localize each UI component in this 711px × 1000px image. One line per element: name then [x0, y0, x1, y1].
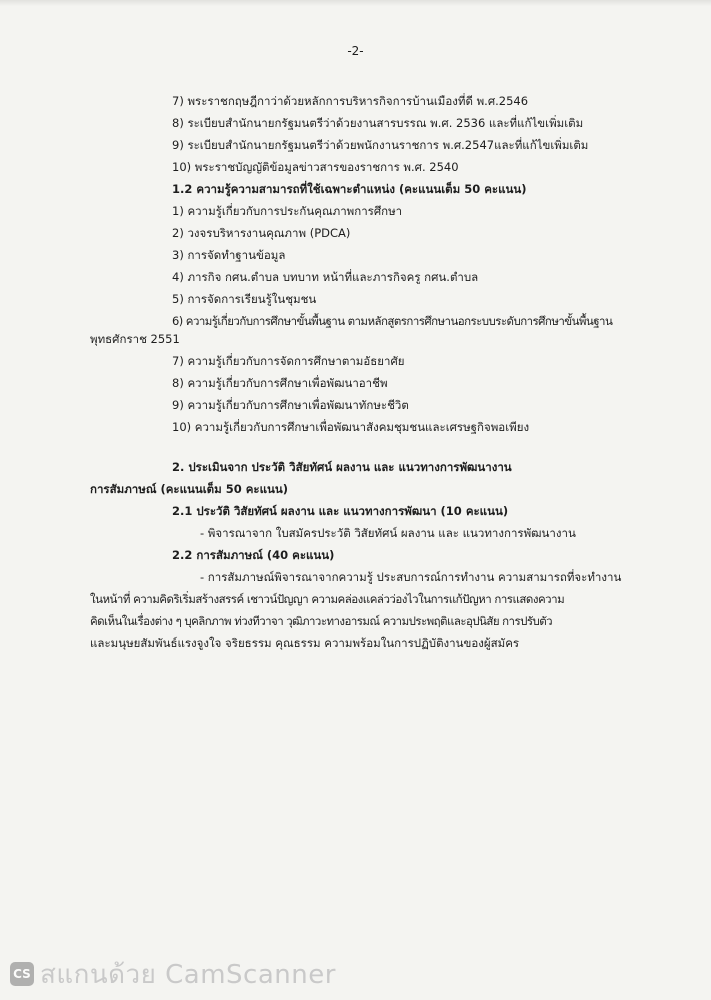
- paragraph: - การสัมภาษณ์พิจารณาจากความรู้ ประสบการณ์การทำงาน ความสามารถที่จะทำงาน: [200, 570, 622, 584]
- camscanner-watermark: [10, 956, 336, 992]
- paragraph: คิดเห็นในเรื่องต่าง ๆ บุคลิกภาพ ท่วงทีวาจา วุฒิภาวะทางอารมณ์ ความประพฤติและอุปนิสัย การปรับตัว: [90, 614, 553, 628]
- subsection-heading: 2.1 ประวัติ วิสัยทัศน์ ผลงาน และ แนวทางการพัฒนา (10 คะแนน): [172, 504, 509, 518]
- list-item: 5) การจัดการเรียนรู้ในชุมชน: [172, 292, 317, 306]
- list-item: 9) ระเบียบสำนักนายกรัฐมนตรีว่าด้วยพนักงานราชการ พ.ศ.2547และที่แก้ไขเพิ่มเติม: [172, 138, 589, 152]
- section-heading: 1.2 ความรู้ความสามารถที่ใช้เฉพาะตำแหน่ง (คะแนนเต็ม 50 คะแนน): [172, 182, 527, 196]
- list-item: 2) วงจรบริหารงานคุณภาพ (PDCA): [172, 226, 351, 240]
- list-item: 1) ความรู้เกี่ยวกับการประกันคุณภาพการศึกษา: [172, 204, 403, 218]
- list-item: 10) พระราชบัญญัติข้อมูลข่าวสารของราชการ พ.ศ. 2540: [172, 160, 459, 174]
- list-item: 8) ระเบียบสำนักนายกรัฐมนตรีว่าด้วยงานสารบรรณ พ.ศ. 2536 และที่แก้ไขเพิ่มเติม: [172, 116, 584, 130]
- list-item: 6) ความรู้เกี่ยวกับการศึกษาขั้นพื้นฐาน ตามหลักสูตรการศึกษานอกระบบระดับการศึกษาขั้นพื้นฐาน: [172, 314, 613, 328]
- page-number: -2-: [347, 44, 364, 58]
- watermark-text: สแกนด้วย CamScanner: [40, 959, 336, 990]
- scan-edge: [0, 0, 711, 6]
- list-item: 7) พระราชกฤษฎีกาว่าด้วยหลักการบริหารกิจการบ้านเมืองที่ดี พ.ศ.2546: [172, 94, 529, 108]
- list-item: 9) ความรู้เกี่ยวกับการศึกษาเพื่อพัฒนาทักษะชีวิต: [172, 398, 409, 412]
- list-item: 4) ภารกิจ กศน.ตำบล บทบาท หน้าที่และภารกิจครู กศน.ตำบล: [172, 270, 479, 284]
- list-item: 3) การจัดทำฐานข้อมูล: [172, 248, 286, 262]
- list-item: 7) ความรู้เกี่ยวกับการจัดการศึกษาตามอัธยาศัย: [172, 354, 405, 368]
- paragraph: - พิจารณาจาก ใบสมัครประวัติ วิสัยทัศน์ ผลงาน และ แนวทางการพัฒนางาน: [200, 526, 576, 540]
- camscanner-logo-icon: CS: [10, 962, 34, 986]
- paragraph: ในหน้าที่ ความคิดริเริ่มสร้างสรรค์ เชาวน์ปัญญา ความคล่องแคล่วว่องไวในการแก้ปัญหา การแสดงความ: [90, 592, 565, 606]
- list-item: 10) ความรู้เกี่ยวกับการศึกษาเพื่อพัฒนาสังคมชุมชนและเศรษฐกิจพอเพียง: [172, 420, 530, 434]
- subsection-heading: 2.2 การสัมภาษณ์ (40 คะแนน): [172, 548, 335, 562]
- section-heading: 2. ประเมินจาก ประวัติ วิสัยทัศน์ ผลงาน และ แนวทางการพัฒนางาน: [172, 460, 512, 474]
- paragraph: และมนุษยสัมพันธ์แรงจูงใจ จริยธรรม คุณธรรม ความพร้อมในการปฏิบัติงานของผู้สมัคร: [90, 636, 520, 650]
- list-item: 8) ความรู้เกี่ยวกับการศึกษาเพื่อพัฒนาอาชีพ: [172, 376, 388, 390]
- list-item-continuation: พุทธศักราช 2551: [90, 332, 180, 346]
- section-heading-continuation: การสัมภาษณ์ (คะแนนเต็ม 50 คะแนน): [90, 482, 288, 496]
